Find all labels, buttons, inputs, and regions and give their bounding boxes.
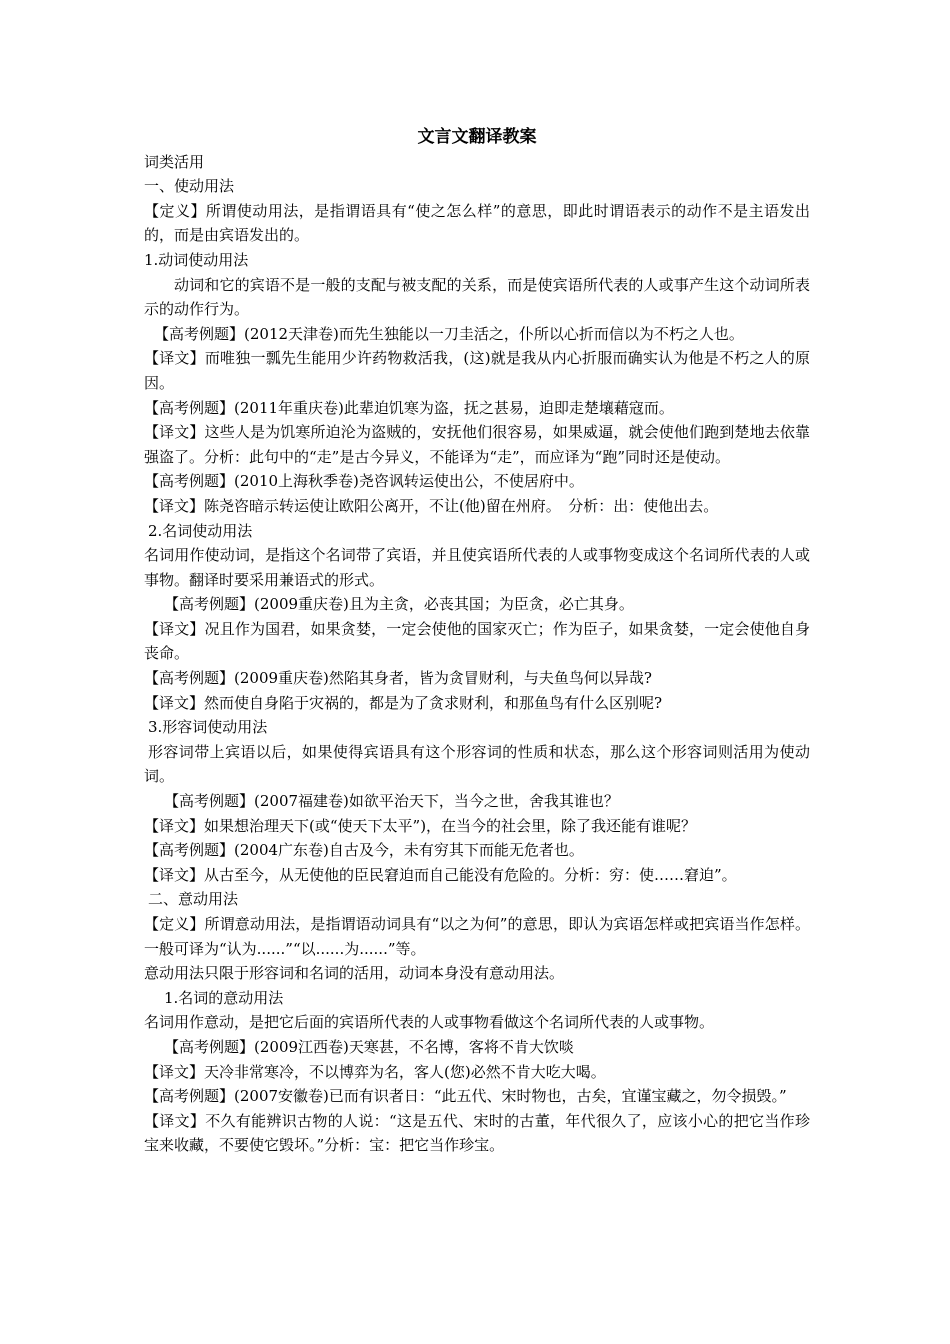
paragraph-line: 【译文】如果想治理天下(或“使天下太平”)，在当今的社会里，除了我还能有谁呢？ bbox=[144, 816, 697, 835]
paragraph-line: 【高考例题】(2009重庆卷)然陷其身者，皆为贪冒财利，与夫鱼鸟何以异哉? bbox=[144, 669, 652, 688]
paragraph-line: 【译文】陈尧咨暗示转运使让欧阳公离开，不让(他)留在州府。 分析：出：使他出去。 bbox=[144, 496, 719, 515]
paragraph-line: 【高考例题】(2007安徽卷)已而有识者日：“此五代、宋时物也，古矣，宜谨宝藏之，勿令损毁。” bbox=[144, 1087, 787, 1106]
paragraph-line: 【译文】天冷非常寒冷，不以博弈为名，客人(您)必然不肯大吃大喝。 bbox=[144, 1062, 606, 1081]
paragraph-line: 【高考例题】(2007福建卷)如欲平治天下，当今之世，舍我其谁也？ bbox=[164, 792, 619, 811]
paragraph-line: 二、意动用法 bbox=[148, 890, 239, 909]
paragraph-line: 一、使动用法 bbox=[144, 177, 235, 196]
paragraph-line: 【译文】而唯独一瓢先生能用少许药物救活我，(这)就是我从内心折服而确实认为他是不朽之人的原因。 bbox=[144, 349, 810, 392]
paragraph-line: 意动用法只限于形容词和名词的活用，动词本身没有意动用法。 bbox=[144, 964, 565, 983]
paragraph-line: 1.动词使动用法 bbox=[144, 250, 249, 269]
document-title: 文言文翻译教案 bbox=[417, 127, 537, 147]
paragraph-line: 【高考例题】(2004广东卷)自古及今，未有穷其下而能无危者也。 bbox=[144, 841, 584, 860]
paragraph-line: 名词用作意动，是把它后面的宾语所代表的人或事物看做这个名词所代表的人或事物。 bbox=[144, 1013, 715, 1032]
paragraph-line: 词类活用 bbox=[144, 152, 205, 171]
paragraph-line: 【高考例题】(2009重庆卷)且为主贪，必丧其国；为臣贪，必亡其身。 bbox=[164, 595, 634, 614]
paragraph-line: 2.名词使动用法 bbox=[148, 521, 253, 540]
paragraph-line: 【译文】然而使自身陷于灾祸的，都是为了贪求财利，和那鱼鸟有什么区别呢? bbox=[144, 693, 663, 712]
paragraph-line: 【译文】从古至今，从无使他的臣民窘迫而自己能没有危险的。分析：穷：使……窘迫”。 bbox=[144, 865, 737, 884]
paragraph-line: 【译文】况且作为国君，如果贪婪，一定会使他的国家灭亡；作为臣子，如果贪婪，一定会使他自身丧命。 bbox=[144, 619, 810, 663]
document-body bbox=[144, 125, 810, 1158]
paragraph-line: 3.形容词使动用法 bbox=[148, 718, 268, 737]
paragraph-line: 1.名词的意动用法 bbox=[164, 988, 284, 1007]
paragraph-line: 【译文】不久有能辨识古物的人说：“这是五代、宋时的古董，年代很久了，应该小心的把它当作珍宝来收藏，不要使它毁坏。”分析：宝：把它当作珍宝。 bbox=[144, 1111, 810, 1155]
paragraph-line: 【译文】这些人是为饥寒所迫沦为盗贼的，安抚他们很容易，如果威逼，就会使他们跑到楚地去依靠强盗了。分析：此句中的“走”是古今异义，不能译为“走”，而应译为“跑”同时还是使动。 bbox=[144, 423, 810, 466]
paragraph-line: 【定义】所谓使动用法，是指谓语具有“使之怎么样”的意思，即此时谓语表示的动作不是主语发出的，而是由宾语发出的。 bbox=[144, 201, 810, 245]
paragraph-line: 动词和它的宾语不是一般的支配与被支配的关系，而是使宾语所代表的人或事产生这个动词所表示的动作行为。 bbox=[144, 275, 810, 319]
paragraph-line: 【定义】所谓意动用法，是指谓语动词具有“以之为何”的意思，即认为宾语怎样或把宾语当作怎样。一般可译为“认为......”“以......为......”等。 bbox=[144, 915, 810, 958]
paragraph-line: 形容词带上宾语以后，如果使得宾语具有这个形容词的性质和状态，那么这个形容词则活用为使动词。 bbox=[144, 742, 810, 786]
paragraph-line: 【高考例题】(2012天津卷)而先生独能以一刀圭活之，仆所以心折而信以为不朽之人也。 bbox=[154, 324, 744, 343]
paragraph-line: 【高考例题】(2010上海秋季卷)尧咨讽转运使出公，不使居府中。 bbox=[144, 472, 584, 491]
paragraph-line: 【高考例题】(2011年重庆卷)此辈迫饥寒为盗，抚之甚易，迫即走楚壤藉寇而。 bbox=[144, 398, 674, 417]
paragraph-line: 名词用作使动词，是指这个名词带了宾语，并且使宾语所代表的人或事物变成这个名词所代表的人或事物。翻译时要采用兼语式的形式。 bbox=[144, 546, 810, 589]
paragraph-line: 【高考例题】(2009江西卷)天寒甚，不名博，客将不肯大饮啖 bbox=[164, 1037, 574, 1056]
